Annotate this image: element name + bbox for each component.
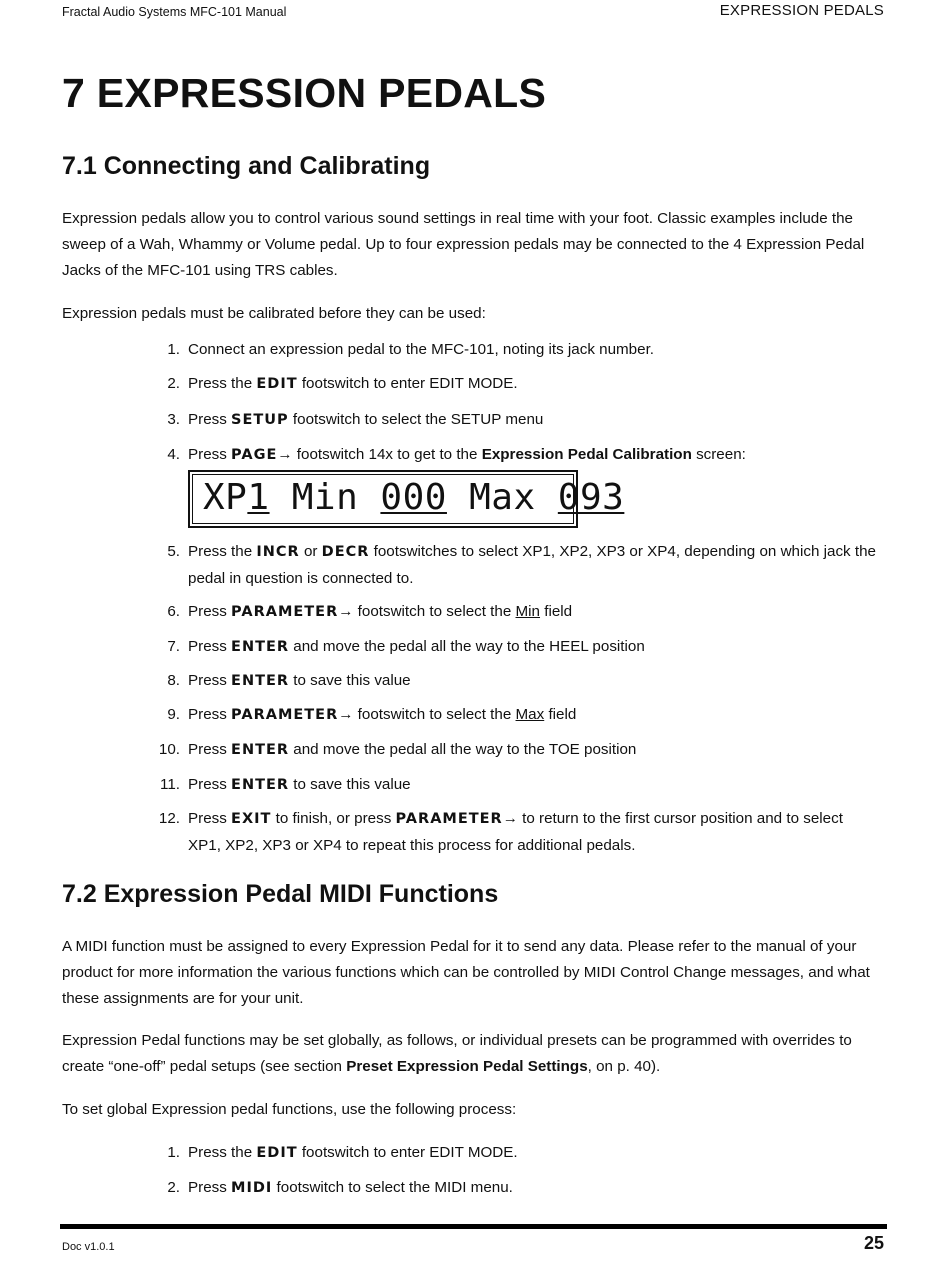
step-text: Press — [188, 638, 232, 655]
step-text: and move the pedal all the way to the HEEL position — [289, 638, 645, 655]
step-text: footswitch to enter EDIT MODE. — [297, 1144, 518, 1161]
step-text: footswitches to select XP1, XP2, XP3 or XP4, depending on which jack the pedal in question is connected to. — [188, 543, 876, 587]
step-text: → footswitch to select the — [338, 706, 516, 723]
list-number: 7. — [167, 638, 180, 655]
lcd-calibration-screen — [188, 470, 625, 528]
step-text: Press — [188, 776, 232, 793]
list-number: 12. — [158, 810, 180, 827]
list-number: 2. — [167, 1179, 180, 1196]
step-text: Press — [188, 1179, 232, 1196]
field-name: Min — [515, 603, 541, 620]
list-number: 2. — [167, 375, 180, 392]
footswitch-keyword: ENTER — [231, 639, 290, 655]
lcd-min-label: Min — [269, 477, 381, 518]
footswitch-keyword: ENTER — [231, 742, 290, 758]
footswitch-keyword: ENTER — [231, 777, 290, 793]
midi-paragraph: A MIDI function must be assigned to every Expression Pedal for it to send any data. Please refer to the manual of your product for more information the various functions which can be controlled by MIDI Control Change messages, and what these assignments are for your unit. — [62, 938, 870, 1007]
list-number: 6. — [167, 603, 180, 620]
step-text: to save this value — [289, 672, 411, 689]
footswitch-keyword: MIDI — [231, 1180, 273, 1196]
footswitch-keyword: SETUP — [231, 412, 289, 428]
running-header-title: Fractal Audio Systems MFC-101 Manual — [62, 5, 287, 19]
functions-paragraph: Expression Pedal functions may be set globally, as follows, or individual presets can be programmed with overrides to create “one-off” pedal setups (see section Preset Expression Pedal Settings, on p. 40). — [62, 1032, 852, 1075]
step-text: → footswitch to select the — [338, 603, 516, 620]
footswitch-keyword: EDIT — [256, 376, 298, 392]
footswitch-keyword: EXIT — [231, 811, 272, 827]
step-text: footswitch to enter EDIT MODE. — [297, 375, 518, 392]
footswitch-keyword: ENTER — [231, 673, 290, 689]
footswitch-keyword: PARAMETER — [231, 604, 339, 620]
list-number: 11. — [160, 776, 180, 793]
footswitch-keyword: INCR — [256, 544, 300, 560]
lcd-max-value: 093 — [557, 477, 625, 518]
list-number: 8. — [167, 672, 180, 689]
running-header-section: EXPRESSION PEDALS — [719, 2, 884, 19]
step-text: to finish, or press — [271, 810, 396, 827]
step-text: Press the — [188, 543, 257, 560]
step-text: Press — [188, 411, 232, 428]
intro-paragraph: Expression pedals allow you to control various sound settings in real time with your foot. Classic examples include the sweep of a Wah, Whammy or Volume pedal. Up to four expression pedals may be connected to the 4 Expression Pedal Jacks of the MFC-101 using TRS cables. — [62, 210, 865, 279]
step-text: Press — [188, 741, 232, 758]
step-text: field — [544, 706, 577, 723]
step-text: field — [540, 603, 573, 620]
chapter-title: 7 EXPRESSION PEDALS — [62, 70, 547, 116]
step-bold-text: Expression Pedal Calibration — [481, 446, 692, 463]
list-number: 1. — [167, 1144, 180, 1161]
step-text: Press — [188, 672, 232, 689]
step-text: Press — [188, 706, 232, 723]
step-text: Press the — [188, 1144, 257, 1161]
list-number: 9. — [167, 706, 180, 723]
step-text: or — [299, 543, 322, 560]
section-reference: Preset Expression Pedal Settings — [346, 1057, 588, 1075]
lcd-xp-label: XP — [203, 477, 248, 518]
step-text: Press the — [188, 375, 257, 392]
step-text: → footswitch 14x to get to the — [277, 446, 482, 463]
list-number: 4. — [167, 446, 180, 463]
doc-version: Doc v1.0.1 — [62, 1241, 115, 1253]
section-heading-midi-functions: 7.2 Expression Pedal MIDI Functions — [62, 880, 499, 908]
list-number: 5. — [167, 543, 180, 560]
step-text: and move the pedal all the way to the TOE position — [289, 741, 637, 758]
step-text: → to return to the first cursor position and to select XP1, XP2, XP3 or XP4 to repeat this process for additional pedals. — [188, 810, 843, 854]
list-number: 1. — [167, 341, 180, 358]
lcd-max-label: Max — [446, 477, 558, 518]
global-process-lead: To set global Expression pedal functions, use the following process: — [62, 1101, 517, 1118]
footswitch-keyword: EDIT — [256, 1145, 298, 1161]
step-text: to save this value — [289, 776, 411, 793]
step-text: Press — [188, 810, 232, 827]
section-heading-connecting: 7.1 Connecting and Calibrating — [62, 152, 431, 180]
lcd-xp-number: 1 — [247, 477, 270, 518]
calibration-lead: Expression pedals must be calibrated before they can be used: — [62, 305, 486, 322]
step-text: footswitch to select the SETUP menu — [288, 411, 544, 428]
footswitch-keyword: PARAMETER — [231, 707, 339, 723]
step-text: Press — [188, 446, 232, 463]
step-text: screen: — [691, 446, 746, 463]
footswitch-keyword: PAGE — [231, 447, 278, 463]
step-text: Connect an expression pedal to the MFC-101, noting its jack number. — [188, 341, 655, 358]
list-number: 10. — [158, 741, 180, 758]
list-number: 3. — [167, 411, 180, 428]
footswitch-keyword: PARAMETER — [395, 811, 503, 827]
field-name: Max — [515, 706, 545, 723]
footer-rule — [60, 1224, 887, 1229]
step-text: Press — [188, 603, 232, 620]
footswitch-keyword: DECR — [321, 544, 370, 560]
step-text: footswitch to select the MIDI menu. — [272, 1179, 513, 1196]
lcd-min-value: 000 — [380, 477, 447, 518]
page-number: 25 — [863, 1233, 884, 1253]
